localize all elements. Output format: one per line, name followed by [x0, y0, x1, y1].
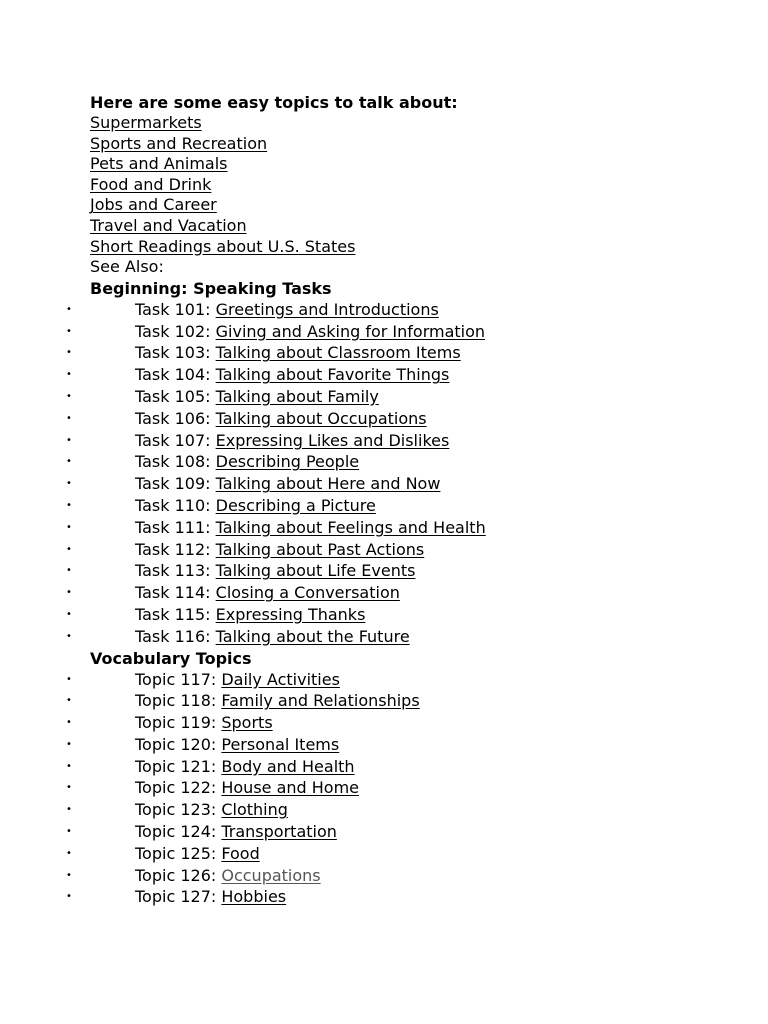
item-link[interactable]: Sports [221, 713, 273, 733]
bullet-icon: • [66, 499, 72, 511]
link-travel-and-vacation[interactable]: Travel and Vacation [90, 215, 247, 235]
link-sports-and-recreation[interactable]: Sports and Recreation [90, 133, 268, 153]
item-prefix: Task 112: [135, 539, 211, 559]
bullet-icon: • [66, 804, 72, 816]
item-link[interactable]: Transportation [221, 822, 337, 842]
bullet-icon: • [66, 478, 72, 490]
bullet-icon: • [66, 847, 72, 859]
item-prefix: Topic 126: [135, 865, 217, 885]
speaking-task-item [66, 321, 750, 343]
vocabulary-topic-item [66, 712, 750, 734]
bullet-icon: • [66, 434, 72, 446]
bullet-icon: • [66, 412, 72, 424]
speaking-task-item [66, 539, 750, 561]
see-also-label: See Also: [90, 257, 164, 277]
link-short-readings-us-states[interactable]: Short Readings about U.S. States [90, 236, 356, 256]
bullet-icon: • [66, 673, 72, 685]
easy-topics-links [90, 113, 750, 257]
item-link[interactable]: Occupations [221, 865, 321, 885]
item-link[interactable]: Talking about Here and Now [215, 474, 441, 494]
bullet-icon: • [66, 456, 72, 468]
vocabulary-topics-heading: Vocabulary Topics [90, 648, 252, 668]
bullet-icon: • [66, 325, 72, 337]
item-prefix: Task 116: [135, 626, 211, 646]
item-link[interactable]: Expressing Thanks [215, 604, 366, 624]
vocabulary-topic-item [66, 799, 750, 821]
item-link[interactable]: Clothing [221, 800, 288, 820]
bullet-icon: • [66, 369, 72, 381]
item-prefix: Task 105: [135, 386, 211, 406]
item-prefix: Task 102: [135, 321, 211, 341]
bullet-icon: • [66, 891, 72, 903]
item-prefix: Topic 120: [135, 734, 217, 754]
speaking-task-item [66, 582, 750, 604]
speaking-task-item [66, 342, 750, 364]
bullet-icon: • [66, 738, 72, 750]
item-link[interactable]: Talking about Past Actions [215, 539, 425, 559]
item-link[interactable]: Talking about the Future [215, 626, 410, 646]
speaking-task-item [66, 451, 750, 473]
bullet-icon: • [66, 695, 72, 707]
item-link[interactable]: House and Home [221, 778, 360, 798]
link-food-and-drink[interactable]: Food and Drink [90, 174, 212, 194]
bullet-icon: • [66, 760, 72, 772]
item-link[interactable]: Describing a Picture [215, 495, 376, 515]
vocabulary-topic-item [66, 669, 750, 691]
item-prefix: Topic 118: [135, 691, 217, 711]
item-prefix: Task 111: [135, 517, 211, 537]
speaking-task-item [66, 364, 750, 386]
link-supermarkets[interactable]: Supermarkets [90, 113, 202, 132]
item-link[interactable]: Describing People [215, 452, 360, 472]
item-link[interactable]: Closing a Conversation [215, 583, 400, 603]
item-link[interactable]: Giving and Asking for Information [215, 321, 486, 341]
bullet-icon: • [66, 521, 72, 533]
item-prefix: Topic 117: [135, 669, 217, 689]
item-prefix: Topic 123: [135, 800, 217, 820]
speaking-task-item [66, 604, 750, 626]
speaking-task-item [66, 386, 750, 408]
item-prefix: Topic 124: [135, 822, 217, 842]
item-link[interactable]: Talking about Classroom Items [215, 343, 461, 363]
speaking-task-item [66, 408, 750, 430]
vocabulary-topic-item [66, 734, 750, 756]
item-link[interactable]: Talking about Life Events [215, 561, 416, 581]
vocabulary-topics-list [66, 669, 750, 909]
content-column [66, 92, 750, 908]
link-pets-and-animals[interactable]: Pets and Animals [90, 154, 228, 174]
item-prefix: Task 110: [135, 495, 211, 515]
item-prefix: Topic 122: [135, 778, 217, 798]
item-link[interactable]: Daily Activities [221, 669, 340, 689]
item-prefix: Topic 125: [135, 843, 217, 863]
item-link[interactable]: Personal Items [221, 734, 340, 754]
item-prefix: Task 107: [135, 430, 211, 450]
item-prefix: Task 108: [135, 452, 211, 472]
item-link[interactable]: Talking about Feelings and Health [215, 517, 486, 537]
bullet-icon: • [66, 717, 72, 729]
bullet-icon: • [66, 587, 72, 599]
bullet-icon: • [66, 565, 72, 577]
item-prefix: Task 109: [135, 474, 211, 494]
vocabulary-topic-item [66, 886, 750, 908]
vocabulary-topic-item [66, 821, 750, 843]
vocabulary-topic-item [66, 843, 750, 865]
item-prefix: Topic 119: [135, 713, 217, 733]
bullet-icon: • [66, 543, 72, 555]
vocabulary-topic-item [66, 690, 750, 712]
item-prefix: Task 114: [135, 583, 211, 603]
speaking-task-item [66, 626, 750, 648]
item-link[interactable]: Hobbies [221, 887, 287, 907]
item-link[interactable]: Body and Health [221, 756, 355, 776]
speaking-task-item [66, 560, 750, 582]
bullet-icon: • [66, 869, 72, 881]
item-prefix: Topic 121: [135, 756, 217, 776]
item-link[interactable]: Expressing Likes and Dislikes [215, 430, 450, 450]
bullet-icon: • [66, 303, 72, 315]
link-jobs-and-career[interactable]: Jobs and Career [90, 195, 217, 215]
easy-topics-heading: Here are some easy topics to talk about: [90, 93, 458, 112]
bullet-icon: • [66, 347, 72, 359]
item-link[interactable]: Greetings and Introductions [215, 299, 439, 319]
item-link[interactable]: Talking about Family [215, 386, 379, 406]
vocabulary-topic-item [66, 865, 750, 887]
speaking-task-item [66, 299, 750, 321]
item-prefix: Task 115: [135, 604, 211, 624]
item-prefix: Task 106: [135, 408, 211, 428]
bullet-icon: • [66, 608, 72, 620]
bullet-icon: • [66, 782, 72, 794]
item-prefix: Topic 127: [135, 887, 217, 907]
item-prefix: Task 103: [135, 343, 211, 363]
vocabulary-topic-item [66, 777, 750, 799]
speaking-tasks-list [66, 299, 750, 648]
vocabulary-topic-item [66, 756, 750, 778]
item-prefix: Task 101: [135, 299, 211, 319]
item-link[interactable]: Food [221, 843, 260, 863]
bullet-icon: • [66, 630, 72, 642]
speaking-task-item [66, 430, 750, 452]
speaking-tasks-heading: Beginning: Speaking Tasks [90, 278, 332, 298]
item-link[interactable]: Talking about Occupations [215, 408, 427, 428]
item-link[interactable]: Talking about Favorite Things [215, 365, 450, 385]
item-prefix: Task 104: [135, 365, 211, 385]
bullet-icon: • [66, 826, 72, 838]
item-prefix: Task 113: [135, 561, 211, 581]
speaking-task-item [66, 473, 750, 495]
bullet-icon: • [66, 390, 72, 402]
speaking-task-item [66, 495, 750, 517]
speaking-task-item [66, 517, 750, 539]
item-link[interactable]: Family and Relationships [221, 691, 420, 711]
